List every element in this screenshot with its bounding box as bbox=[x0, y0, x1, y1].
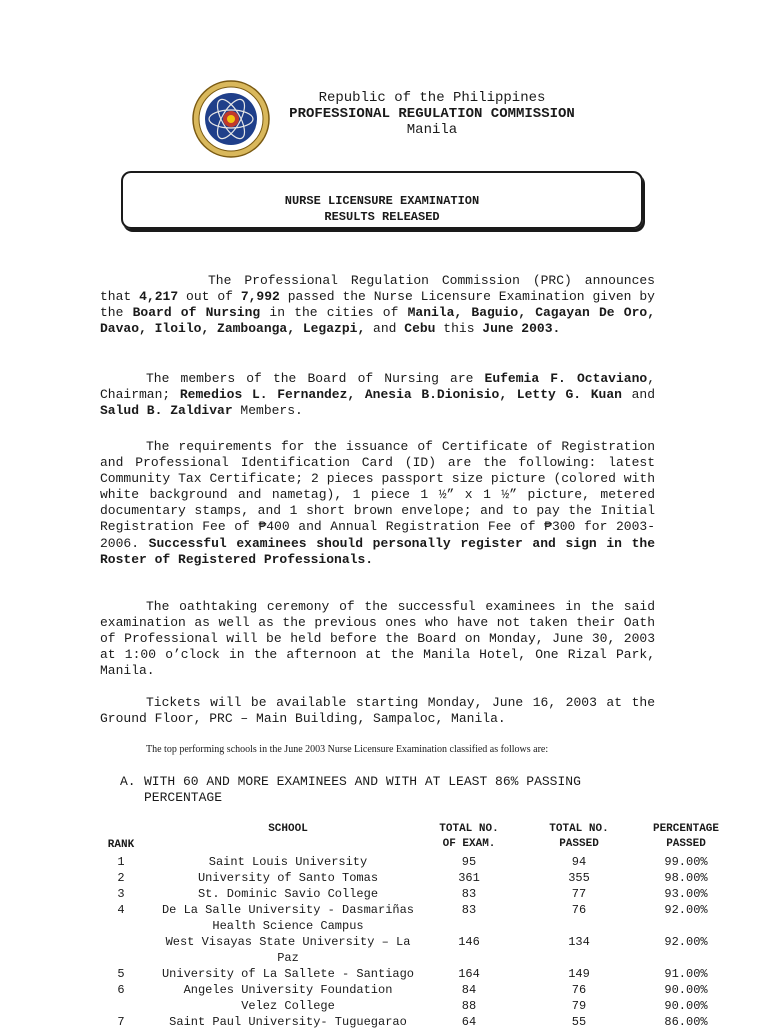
table-row bbox=[100, 934, 740, 950]
cell-passed: 55 bbox=[571, 1015, 587, 1029]
p1-text-3: passed the Nurse Licensure Examination given by the bbox=[100, 289, 655, 321]
paragraph-oathtaking bbox=[100, 599, 655, 679]
header-total-exam-line-2: OF EXAM. bbox=[442, 838, 496, 850]
cell-rank: 3 bbox=[117, 887, 125, 901]
cell-rank: 5 bbox=[117, 967, 125, 981]
header-school: SCHOOL bbox=[268, 823, 308, 835]
table-row bbox=[100, 982, 740, 998]
cell-passed: 76 bbox=[571, 903, 587, 917]
cell-pct: 86.00% bbox=[664, 1015, 708, 1029]
paragraph-tickets bbox=[100, 695, 655, 727]
title-box bbox=[121, 171, 643, 229]
cell-pct: 90.00% bbox=[664, 983, 708, 997]
section-a-label: A. bbox=[120, 774, 136, 789]
p5-text: Tickets will be available starting Monday, June 16, 2003 at the Ground Floor, PRC – Main Building, Sampaloc, Manila. bbox=[100, 695, 655, 727]
p1-text-2: out of bbox=[178, 289, 241, 305]
cell-school: Health Science Campus bbox=[212, 919, 364, 933]
p2-text-2: , Chairman; bbox=[100, 371, 655, 403]
title-line-2: RESULTS RELEASED bbox=[324, 210, 440, 224]
cell-rank: 7 bbox=[117, 1015, 125, 1029]
p2-members: Remedios L. Fernandez, Anesia B.Dionisio, Letty G. Kuan bbox=[179, 387, 622, 403]
cell-school: Angeles University Foundation bbox=[183, 983, 393, 997]
cell-school: University of La Sallete - Santiago bbox=[161, 967, 415, 981]
cell-rank: 1 bbox=[117, 855, 125, 869]
cell-passed: 355 bbox=[568, 871, 590, 885]
table-row bbox=[100, 886, 740, 902]
p1-cebu: Cebu bbox=[404, 321, 436, 337]
table-row bbox=[100, 966, 740, 982]
cell-rank: 4 bbox=[117, 903, 125, 917]
cell-total: 164 bbox=[458, 967, 480, 981]
cell-passed: 149 bbox=[568, 967, 590, 981]
cell-pct: 90.00% bbox=[664, 999, 708, 1013]
p1-text-1: The Professional Regulation Commission (PRC) announces that bbox=[100, 273, 655, 305]
paragraph-results bbox=[100, 273, 655, 337]
cell-pct: 98.00% bbox=[664, 871, 708, 885]
cell-school: Saint Louis University bbox=[208, 855, 368, 869]
paragraph-board-members bbox=[100, 371, 655, 419]
table-row bbox=[100, 854, 740, 870]
p1-text-6: this bbox=[435, 321, 483, 337]
cell-passed: 134 bbox=[568, 935, 590, 949]
cell-total: 361 bbox=[458, 871, 480, 885]
paragraph-requirements bbox=[100, 439, 655, 568]
table-row bbox=[100, 998, 740, 1014]
cell-total: 83 bbox=[461, 903, 477, 917]
section-a-text: WITH 60 AND MORE EXAMINEES AND WITH AT LEAST 86% PASSING PERCENTAGE bbox=[144, 774, 581, 805]
cell-passed: 77 bbox=[571, 887, 587, 901]
p1-date: June 2003. bbox=[482, 321, 561, 337]
p2-chair: Eufemia F. Octaviano bbox=[484, 371, 648, 386]
cell-pct: 93.00% bbox=[664, 887, 708, 901]
cell-pct: 91.00% bbox=[664, 967, 708, 981]
cell-passed: 94 bbox=[571, 855, 587, 869]
table-row bbox=[100, 918, 740, 934]
table-row bbox=[100, 870, 740, 886]
p2-text-1: The members of the Board of Nursing are bbox=[146, 371, 485, 386]
p3-bold-notice: Successful examinees should personally register and sign in the Roster of Registered Professionals. bbox=[100, 535, 655, 567]
cell-school: West Visayas State University – La bbox=[165, 935, 411, 949]
header-total-passed bbox=[546, 822, 612, 852]
cell-total: 84 bbox=[461, 983, 477, 997]
cell-school: De La Salle University - Dasmariñas bbox=[161, 903, 415, 917]
cell-school: Paz bbox=[277, 951, 299, 965]
header-total-passed-line-2: PASSED bbox=[559, 838, 599, 850]
cell-school: Saint Paul University- Tuguegarao bbox=[169, 1015, 407, 1029]
p3-text: The requirements for the issuance of Certificate of Registration and Professional Identification Card (ID) are the following: latest Community Tax Certificate; 2 pieces passport size picture (colored with white background and nametag), 1 piece 1 ½” x 1 ½” picture, metered documentary stamps, and 1 short brown envelope; and to pay the Initial Registration Fee of ₱400 and Annual Registration Fee of ₱300 for 2003-2006. bbox=[100, 439, 655, 551]
header-percentage-line-2: PASSED bbox=[666, 838, 706, 850]
table-row bbox=[100, 1014, 740, 1030]
letterhead-line-2: PROFESSIONAL REGULATION COMMISSION bbox=[289, 106, 575, 122]
p1-text-4: in the cities of bbox=[260, 305, 408, 321]
p1-passed-count: 4,217 bbox=[139, 289, 179, 305]
cell-rank: 6 bbox=[117, 983, 125, 997]
p4-text: The oathtaking ceremony of the successful examinees in the said examination as well as the previous ones who have not taken their Oath of Professional will be held before the Board on Monday, June 30, 2003 at 1:00 o’clock in the afternoon at the Manila Hotel, One Rizal Park, Manila. bbox=[100, 599, 655, 679]
p1-cities: Manila, Baguio, Cagayan De Oro, Davao, Iloilo, Zamboanga, Legazpi, bbox=[100, 305, 655, 337]
p1-board: Board of Nursing bbox=[132, 305, 261, 321]
letterhead-line-1: Republic of the Philippines bbox=[318, 90, 546, 106]
header-percentage-line-1: PERCENTAGE bbox=[652, 823, 719, 835]
cell-total: 88 bbox=[461, 999, 477, 1013]
table-row bbox=[100, 950, 740, 966]
cell-school: St. Dominic Savio College bbox=[197, 887, 379, 901]
letterhead bbox=[272, 90, 592, 138]
cell-passed: 76 bbox=[571, 983, 587, 997]
cell-total: 64 bbox=[461, 1015, 477, 1029]
header-percentage bbox=[644, 822, 728, 852]
letterhead-line-3: Manila bbox=[406, 122, 458, 138]
header-total-exam bbox=[436, 822, 502, 852]
p2-text-3: and bbox=[621, 387, 655, 403]
top-schools-note: The top performing schools in the June 2003 Nurse Licensure Examination classified as follows are: bbox=[146, 744, 549, 755]
header-rank: RANK bbox=[107, 839, 135, 851]
header-total-exam-line-1: TOTAL NO. bbox=[439, 823, 499, 835]
table-row bbox=[100, 902, 740, 918]
cell-total: 83 bbox=[461, 887, 477, 901]
cell-pct: 92.00% bbox=[664, 935, 708, 949]
cell-total: 95 bbox=[461, 855, 477, 869]
prc-seal-icon bbox=[191, 79, 271, 159]
cell-pct: 92.00% bbox=[664, 903, 708, 917]
cell-school: University of Santo Tomas bbox=[197, 871, 379, 885]
p1-text-5: and bbox=[365, 321, 405, 337]
cell-rank: 2 bbox=[117, 871, 125, 885]
header-total-passed-line-1: TOTAL NO. bbox=[549, 823, 609, 835]
cell-total: 146 bbox=[458, 935, 480, 949]
p1-total-count: 7,992 bbox=[240, 289, 280, 305]
cell-passed: 79 bbox=[571, 999, 587, 1013]
p2-text-4: Members. bbox=[232, 403, 303, 419]
cell-pct: 99.00% bbox=[664, 855, 708, 869]
cell-school: Velez College bbox=[241, 999, 335, 1013]
title-line-1: NURSE LICENSURE EXAMINATION bbox=[284, 194, 480, 208]
p2-last-member: Salud B. Zaldivar bbox=[100, 403, 233, 419]
